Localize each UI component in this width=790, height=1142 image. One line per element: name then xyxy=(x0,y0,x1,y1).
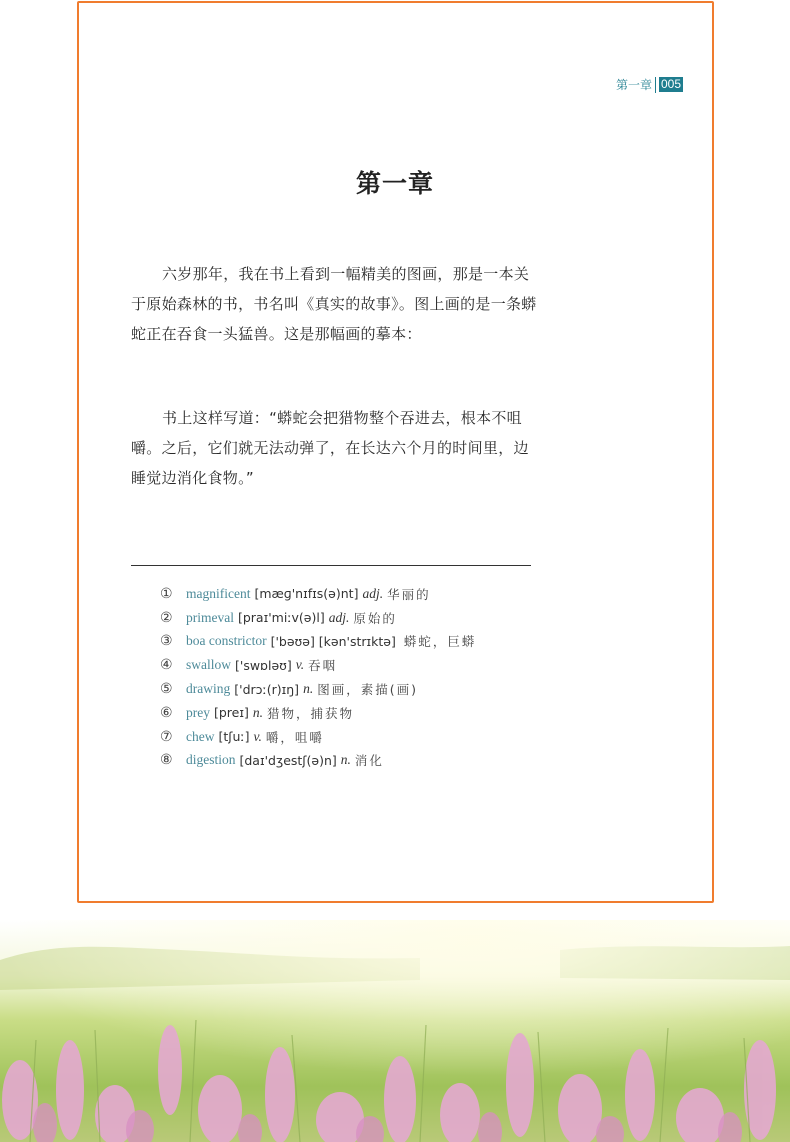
vocab-word: magnificent xyxy=(186,585,251,601)
vocab-pos: v. xyxy=(295,657,305,673)
vocab-pos: v. xyxy=(253,728,262,744)
meadow-illustration xyxy=(0,920,790,1142)
vocab-meaning: 吞咽 xyxy=(308,658,338,674)
vocab-meaning: 蟒蛇，巨蟒 xyxy=(403,634,477,650)
vocab-phonetic: [daɪ'dʒestʃ(ə)n] xyxy=(239,752,337,768)
vocab-phonetic: [preɪ] xyxy=(214,705,249,721)
vocab-item xyxy=(160,677,476,701)
running-head-separator xyxy=(655,77,656,93)
body-paragraph: 六岁那年，我在书上看到一幅精美的图画，那是一本关于原始森林的书，书名叫《真实的故事》。图上画的是一条蟒蛇正在吞食一头猛兽。这是那幅画的摹本： xyxy=(131,265,537,343)
vocab-number: ② xyxy=(160,609,173,626)
vocab-number: ⑥ xyxy=(160,704,173,721)
vocab-meaning: 图画，素描(画) xyxy=(317,682,418,698)
running-head-chapter: 第一章 xyxy=(615,78,652,92)
vocab-item xyxy=(160,582,476,606)
vocab-phonetic: ['bəʊə] [kən'strɪktə] xyxy=(270,633,396,649)
vocab-item xyxy=(160,630,476,654)
vocab-meaning: 原始的 xyxy=(353,610,397,626)
footnote-divider xyxy=(131,565,531,566)
vocab-word: drawing xyxy=(186,681,231,697)
vocab-word: prey xyxy=(186,704,210,720)
vocab-word: boa constrictor xyxy=(186,633,267,649)
vocab-pos: n. xyxy=(340,752,351,768)
vocab-number: ① xyxy=(160,585,173,602)
vocab-item xyxy=(160,725,476,749)
page-number: 005 xyxy=(660,77,681,91)
vocab-phonetic: [praɪ'miːv(ə)l] xyxy=(237,610,325,626)
vocab-pos: adj. xyxy=(362,585,384,601)
vocab-phonetic: [tʃuː] xyxy=(218,729,250,745)
vocab-pos: n. xyxy=(303,681,314,697)
vocab-meaning: 消化 xyxy=(354,753,384,769)
vocab-item xyxy=(160,701,476,725)
vocab-pos: adj. xyxy=(328,609,350,625)
vocab-meaning: 猎物，捕获物 xyxy=(267,705,355,721)
body-paragraph: 书上这样写道：“蟒蛇会把猎物整个吞进去，根本不咀嚼。之后，它们就无法动弹了，在长达六个月的时间里，边睡觉边消化食物。” xyxy=(131,409,529,487)
vocab-word: primeval xyxy=(186,609,234,625)
vocab-phonetic: ['drɔː(r)ɪŋ] xyxy=(234,681,300,697)
chapter-title: 第一章 xyxy=(355,169,434,198)
vocab-item xyxy=(160,749,476,773)
vocab-word: chew xyxy=(186,728,215,744)
vocab-number: ⑦ xyxy=(160,728,173,745)
running-head xyxy=(616,76,683,93)
vocab-item xyxy=(160,606,476,630)
meadow-background xyxy=(0,920,790,1142)
vocab-word: swallow xyxy=(186,657,231,673)
vocab-phonetic: [mæɡ'nɪfɪs(ə)nt] xyxy=(254,586,359,602)
vocab-meaning: 嚼，咀嚼 xyxy=(265,729,324,745)
vocab-number: ⑤ xyxy=(160,681,173,698)
vocab-item xyxy=(160,653,476,677)
vocab-phonetic: ['swɒləʊ] xyxy=(235,657,292,673)
vocab-number: ④ xyxy=(160,657,173,674)
vocab-number: ⑧ xyxy=(160,752,173,769)
vocab-word: digestion xyxy=(186,752,236,768)
vocab-number: ③ xyxy=(160,633,173,650)
vocab-meaning: 华丽的 xyxy=(387,586,431,602)
vocab-pos: n. xyxy=(252,704,264,720)
vocabulary-list xyxy=(160,582,476,772)
